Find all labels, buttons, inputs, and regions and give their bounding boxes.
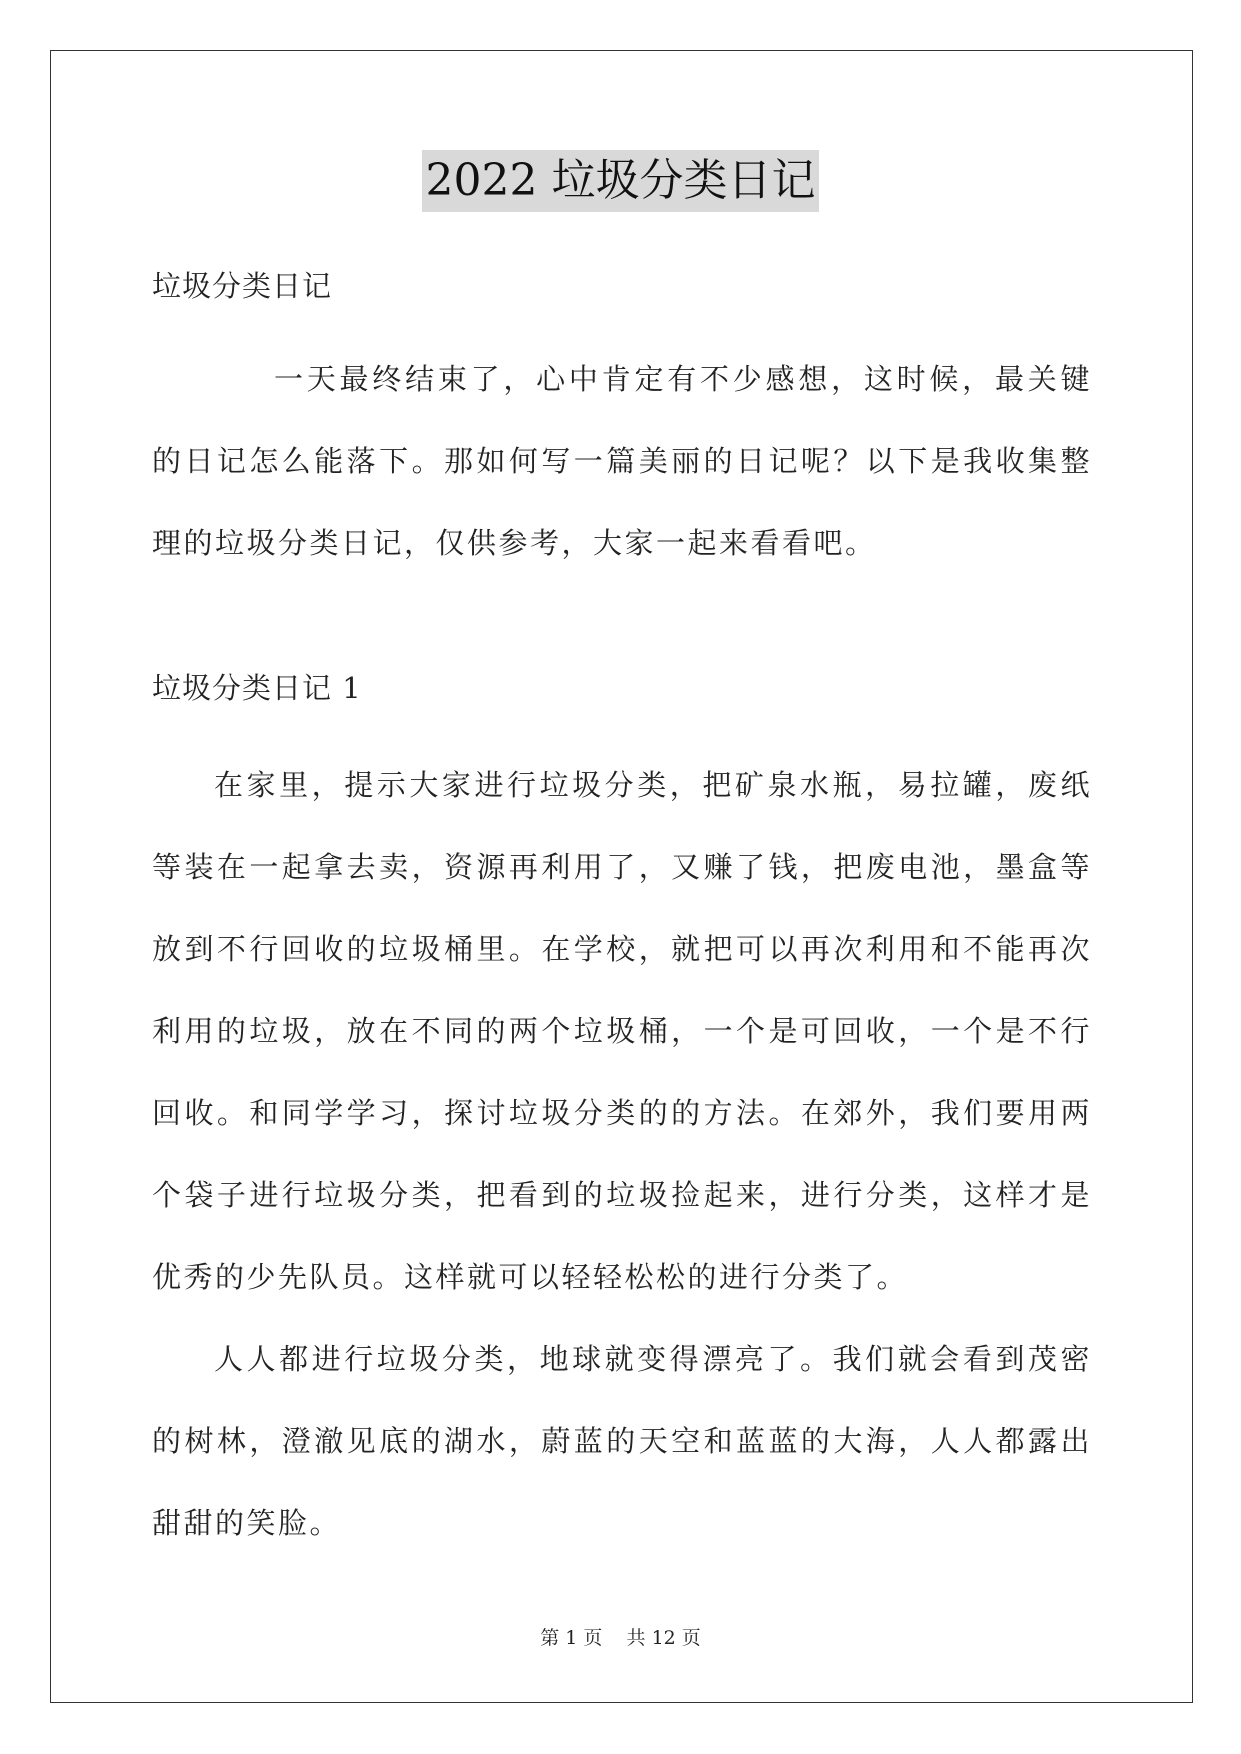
spacer [152,712,1092,744]
document-body [152,262,1092,1564]
spacer [152,584,1092,664]
title-container [0,150,1241,212]
body-paragraph-1: 在家里，提示大家进行垃圾分类，把矿泉水瓶，易拉罐，废纸等装在一起拿去卖，资源再利用了，又赚了钱，把废电池，墨盒等放到不行回收的垃圾桶里。在学校，就把可以再次利用和不能再次利用的垃圾，放在不同的两个垃圾桶，一个是可回收，一个是不行回收。和同学学习，探讨垃圾分类的的方法。在郊外，我们要用两个袋子进行垃圾分类，把看到的垃圾捡起来，进行分类，这样才是优秀的少先队员。这样就可以轻轻松松的进行分类了。 [152,768,1092,1294]
page-number: 第 1 页 [540,1627,603,1649]
intro-paragraph: 一天最终结束了，心中肯定有不少感想，这时候，最关键的日记怎么能落下。那如何写一篇美丽的日记呢？以下是我收集整理的垃圾分类日记，仅供参考，大家一起来看看吧。 [152,362,1092,560]
intro-heading: 垃圾分类日记 [152,269,333,303]
page-footer [0,1625,1241,1651]
total-pages: 共 12 页 [626,1627,701,1649]
spacer [152,310,1092,338]
body-paragraph-2: 人人都进行垃圾分类，地球就变得漂亮了。我们就会看到茂密的树林，澄澈见底的湖水，蔚蓝的天空和蓝蓝的大海，人人都露出甜甜的笑脸。 [152,1342,1092,1540]
document-title: 2022 垃圾分类日记 [422,150,820,212]
section-heading: 垃圾分类日记 1 [152,671,362,705]
